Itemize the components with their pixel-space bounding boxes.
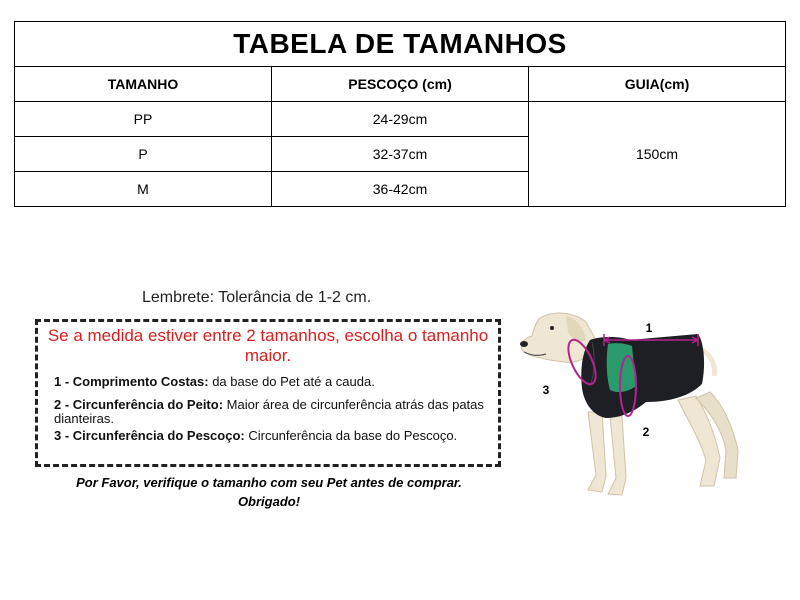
measure-item-chest bbox=[54, 398, 488, 426]
measurement-notice-box bbox=[35, 319, 501, 467]
cell-size: PP bbox=[15, 102, 272, 137]
measure-item-back bbox=[54, 375, 488, 389]
size-warning: Se a medida estiver entre 2 tamanhos, escolha o tamanho maior. bbox=[47, 326, 489, 365]
cell-size: M bbox=[15, 172, 272, 207]
table-header-row bbox=[15, 67, 786, 102]
marker-back-length: 1 bbox=[645, 321, 653, 335]
cell-neck: 36-42cm bbox=[272, 172, 529, 207]
table-title: TABELA DE TAMANHOS bbox=[15, 22, 786, 67]
header-leash: GUIA(cm) bbox=[529, 67, 786, 102]
closing-line-2: Obrigado! bbox=[237, 494, 301, 509]
size-table bbox=[14, 21, 786, 207]
header-neck: PESCOÇO (cm) bbox=[272, 67, 529, 102]
cell-leash: 150cm bbox=[529, 102, 786, 207]
cell-neck: 24-29cm bbox=[272, 102, 529, 137]
header-size: TAMANHO bbox=[15, 67, 272, 102]
marker-chest: 2 bbox=[642, 425, 650, 439]
measure-text: Circunferência da base do Pescoço. bbox=[244, 428, 458, 443]
tolerance-reminder: Lembrete: Tolerância de 1-2 cm. bbox=[142, 289, 372, 306]
measure-label: 2 - Circunferência do Peito: bbox=[54, 397, 224, 412]
cell-size: P bbox=[15, 137, 272, 172]
measure-item-neck bbox=[54, 429, 488, 443]
measure-text: da base do Pet até a cauda. bbox=[208, 374, 375, 389]
closing-message bbox=[14, 473, 524, 511]
measure-label: 1 - Comprimento Costas: bbox=[54, 374, 209, 389]
closing-line-1: Por Favor, verifique o tamanho com seu Pet antes de comprar. bbox=[76, 475, 462, 490]
dog-measurement-illustration bbox=[510, 300, 780, 505]
cell-neck: 32-37cm bbox=[272, 137, 529, 172]
measure-label: 3 - Circunferência do Pescoço: bbox=[54, 428, 245, 443]
table-row bbox=[15, 102, 786, 137]
marker-neck: 3 bbox=[542, 383, 550, 397]
measure-text: Maior área de circunferência atrás das patas dianteiras. bbox=[54, 397, 484, 426]
